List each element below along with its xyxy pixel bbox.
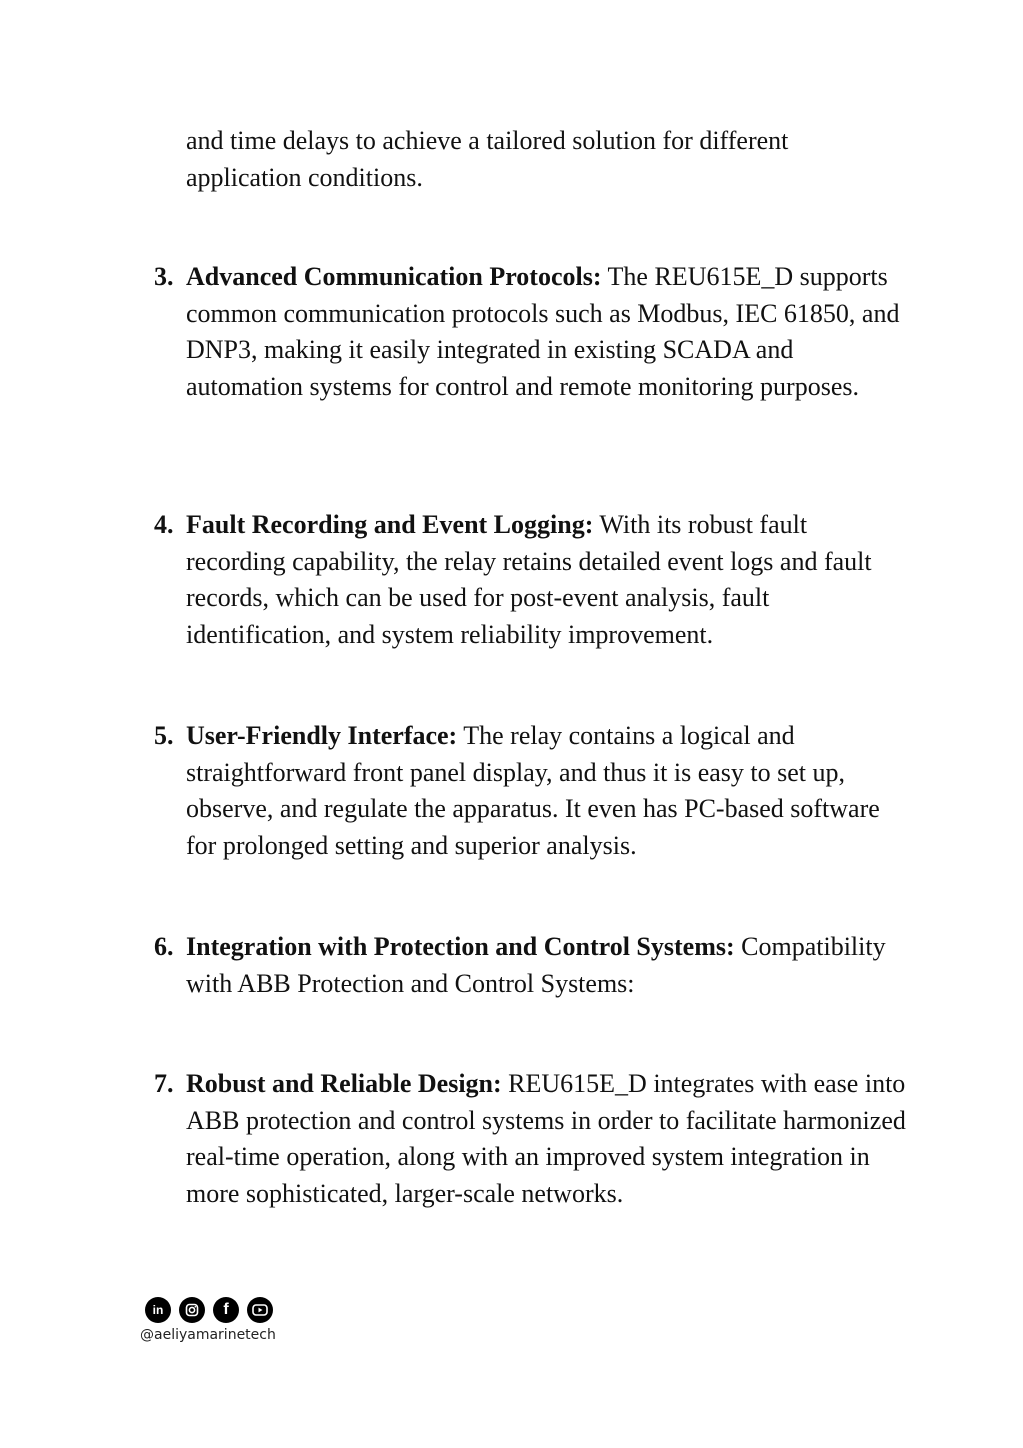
list-item-5: [150, 718, 910, 865]
linkedin-icon[interactable]: in: [145, 1297, 171, 1323]
instagram-icon[interactable]: [179, 1297, 205, 1323]
list-item-text: With its robust fault recording capability, the relay retains detailed event logs and fault records, which can be used for post-event analysis, fault identification, and system reliability improvement.: [186, 510, 872, 650]
list-item-text: Compatibility with ABB Protection and Control Systems:: [186, 932, 886, 998]
list-item-heading: Fault Recording and Event Logging:: [186, 510, 594, 539]
list-item-text: The relay contains a logical and straightforward front panel display, and thus it is easy to set up, observe, and regulate the apparatus. It even has PC-based software for prolonged setting and superior analysis.: [186, 721, 880, 861]
list-number: 7.: [154, 1069, 174, 1098]
list-item-6: [150, 929, 910, 1002]
list-number: 6.: [154, 932, 174, 961]
list-item-heading: Robust and Reliable Design:: [186, 1069, 502, 1098]
list-item-body: [186, 507, 910, 654]
list-number: 5.: [154, 721, 174, 750]
list-item-heading: User-Friendly Interface:: [186, 721, 458, 750]
social-handle: @aeliyamarinetech: [140, 1327, 276, 1343]
list-item-body: [186, 1066, 910, 1213]
list-number: 3.: [154, 262, 174, 291]
list-item-body: [186, 929, 910, 1002]
list-item-heading: Integration with Protection and Control Systems:: [186, 932, 735, 961]
list-number: 4.: [154, 510, 174, 539]
social-icons: [145, 1297, 273, 1323]
list-item-4: [150, 507, 910, 654]
list-item-body: [186, 259, 910, 406]
list-item-body: [186, 718, 910, 865]
facebook-icon[interactable]: f: [213, 1297, 239, 1323]
youtube-icon[interactable]: [247, 1297, 273, 1323]
continuation-paragraph: and time delays to achieve a tailored solution for different application conditions.: [186, 126, 789, 192]
list-item-3: [150, 259, 910, 406]
list-item-text: The REU615E_D supports common communication protocols such as Modbus, IEC 61850, and DNP3, making it easily integrated in existing SCADA and automation systems for control and remote monitoring purposes.: [186, 262, 900, 402]
list-item-heading: Advanced Communication Protocols:: [186, 262, 602, 291]
list-item-text: REU615E_D integrates with ease into ABB protection and control systems in order to facilitate harmonized real-time operation, along with an improved system integration in more sophisticated, larger-scale networks.: [186, 1069, 906, 1209]
list-item-7: [150, 1066, 910, 1213]
